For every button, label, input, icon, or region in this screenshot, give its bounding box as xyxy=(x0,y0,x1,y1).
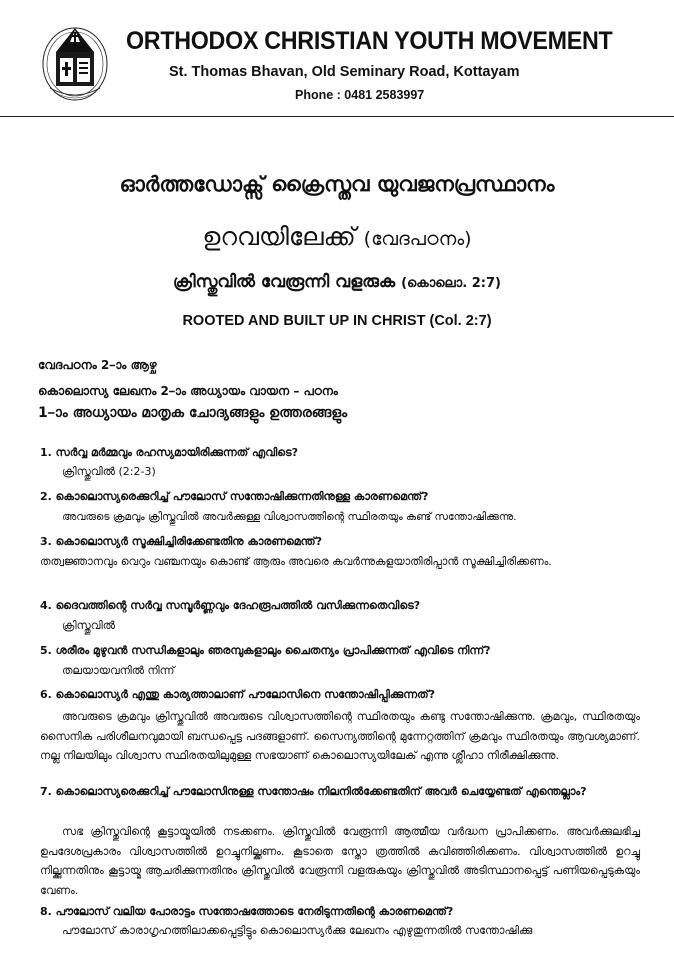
program-name: ഉറവയിലേക്ക് xyxy=(202,222,356,251)
answer-7: സഭ ക്രിസ്തുവിന്റെ കൂട്ടായ്മയിൽ നടക്കണം. ക്രിസ്തുവിൽ വേരൂന്നി ആത്മീയ വർദ്ധന പ്രാപിക്കണം. അവർക്കുലഭിച്ച ഉപദേശപ്രകാരം വിശ്വാസത്തിൽ ഉറച്ചുനില്ക്കണം. കൂടാതെ സ്തോ ത്രത്തിൽ കവിഞ്ഞിരിക്കണം. വിശ്വാസത്തിൽ ഉറച്ചു നില്ക്കുന്നതിനും കൂട്ടായ്മ ആചരിക്കുന്നതിനും ക്രിസ്തുവിൽ വേരൂന്നി വളരുകയും ക്രിസ്തുവിൽ അടിസ്ഥാനപ്പെട്ട് പണിയപ്പെടുകയും വേണം. xyxy=(40,825,640,897)
malayalam-org-title: ഓർത്തഡോക്സ് ക്രൈസ്തവ യുവജനപ്രസ്ഥാനം xyxy=(119,172,555,196)
question-7: 7. കൊലൊസ്യരെക്കുറിച്ച് പൗലോസിനുള്ള സന്തോഷം നിലനിൽക്കേണ്ടതിന് അവർ ചെയ്യേണ്ടത് എന്തെല്ലാം? xyxy=(40,785,587,798)
answer-4: ക്രിസ്തുവിൽ xyxy=(62,619,115,632)
theme-title xyxy=(0,272,674,292)
header-divider xyxy=(0,116,674,117)
organization-phone: Phone : 0481 2583997 xyxy=(295,88,425,102)
theme-reference: (കൊലൊ. 2:7) xyxy=(401,276,501,291)
question-2: 2. കൊലൊസ്യരെക്കുറിച്ച് പൗലോസ് സന്തോഷിക്കുന്നതിനുള്ള കാരണമെന്ത്? xyxy=(40,490,429,503)
theme-title-english: ROOTED AND BUILT UP IN CHRIST (Col. 2:7) xyxy=(182,313,492,329)
answer-3: തത്വജ്ഞാനവും വെറും വഞ്ചനയും കൊണ്ട് ആരും അവരെ കവർന്നുകളയാതിരിപ്പാൻ സൂക്ഷിച്ചിരിക്കണം. xyxy=(40,555,552,568)
answer-5: തലയായവനിൽ നിന്ന് xyxy=(62,664,175,677)
question-4: 4. ദൈവത്തിന്റെ സർവ്വ സമ്പൂർണ്ണവും ദേഹരൂപത്തിൽ വസിക്കുന്നതെവിടെ? xyxy=(40,599,421,612)
question-8: 8. പൗലോസ് വലിയ പോരാട്ടം സന്തോഷത്തോടെ നേരിടുന്നതിന്റെ കാരണമെന്ത്? xyxy=(40,905,454,918)
church-crest-icon xyxy=(40,22,110,102)
question-6: 6. കൊലൊസ്യർ എന്തു കാര്യത്താലാണ് പൗലോസിനെ സന്തോഷിപ്പിക്കുന്നത്? xyxy=(40,688,436,701)
reading-label: കൊലൊസ്യ ലേഖനം 2–ാം അധ്യായം വായന – പഠനം xyxy=(38,384,338,398)
question-1: 1. സർവ്വ മർമ്മവും രഹസ്യമായിരിക്കുന്നത് എവിടെ? xyxy=(40,446,299,459)
question-3: 3. കൊലൊസ്യർ സൂക്ഷിച്ചിരിക്കേണ്ടതിനു കാരണമെന്ത്? xyxy=(40,535,322,548)
answer-2: അവരുടെ ക്രമവും ക്രിസ്തുവിൽ അവർക്കുള്ള വിശ്വാസത്തിന്റെ സ്ഥിരതയും കണ്ട് സന്തോഷിക്കുന്നു. xyxy=(62,511,517,523)
organization-address: St. Thomas Bhavan, Old Seminary Road, Kottayam xyxy=(169,64,520,80)
answer-8: പൗലോസ് കാരാഗൃഹത്തിലാക്കപ്പെട്ടിട്ടും കൊലൊസ്യർക്കു ലേഖനം എഴുതുന്നതിൽ സന്തോഷിക്കു xyxy=(62,924,533,937)
theme-text: ക്രിസ്തുവിൽ വേരൂന്നി വളരുക xyxy=(173,272,396,292)
question-5: 5. ശരീരം മുഴുവൻ സന്ധികളാലും ഞരമ്പുകളാലും ചൈതന്യം പ്രാപിക്കുന്നത് എവിടെ നിന്ന്? xyxy=(40,644,491,657)
answer-6: അവരുടെ ക്രമവും ക്രിസ്തുവിൽ അവരുടെ വിശ്വാസത്തിന്റെ സ്ഥിരതയും കണ്ടു സന്തോഷിക്കുന്നു. ക്രമവും, സ്ഥിരതയും സൈനിക പരിശീലനവുമായി ബന്ധപ്പെട്ട പദങ്ങളാണ്. സൈന്യത്തിന്റെ മുന്നേറ്റത്തിന് ക്രമവും സ്ഥിരതയും ആവശ്യമാണ്. നല്ല നിലയിലും വിശ്വാസ സ്ഥിരതയിലുമുള്ള സഭയാണ് കൊലൊസ്യയിലേക് എന്നു ശ്ലീഹാ നിരീക്ഷിക്കുന്നു. xyxy=(40,710,640,762)
program-subtitle: (വേദപഠനം) xyxy=(363,228,472,250)
program-title xyxy=(0,222,674,252)
section-heading: 1–ാം അധ്യായം മാതൃക ചോദ്യങ്ങളും ഉത്തരങ്ങളും xyxy=(38,405,348,421)
week-label: വേദപഠനം 2–ാം ആഴ്ച xyxy=(38,358,157,372)
answer-1: ക്രിസ്തുവിൽ (2:2-3) xyxy=(62,465,156,478)
organization-name: ORTHODOX CHRISTIAN YOUTH MOVEMENT xyxy=(126,27,613,55)
